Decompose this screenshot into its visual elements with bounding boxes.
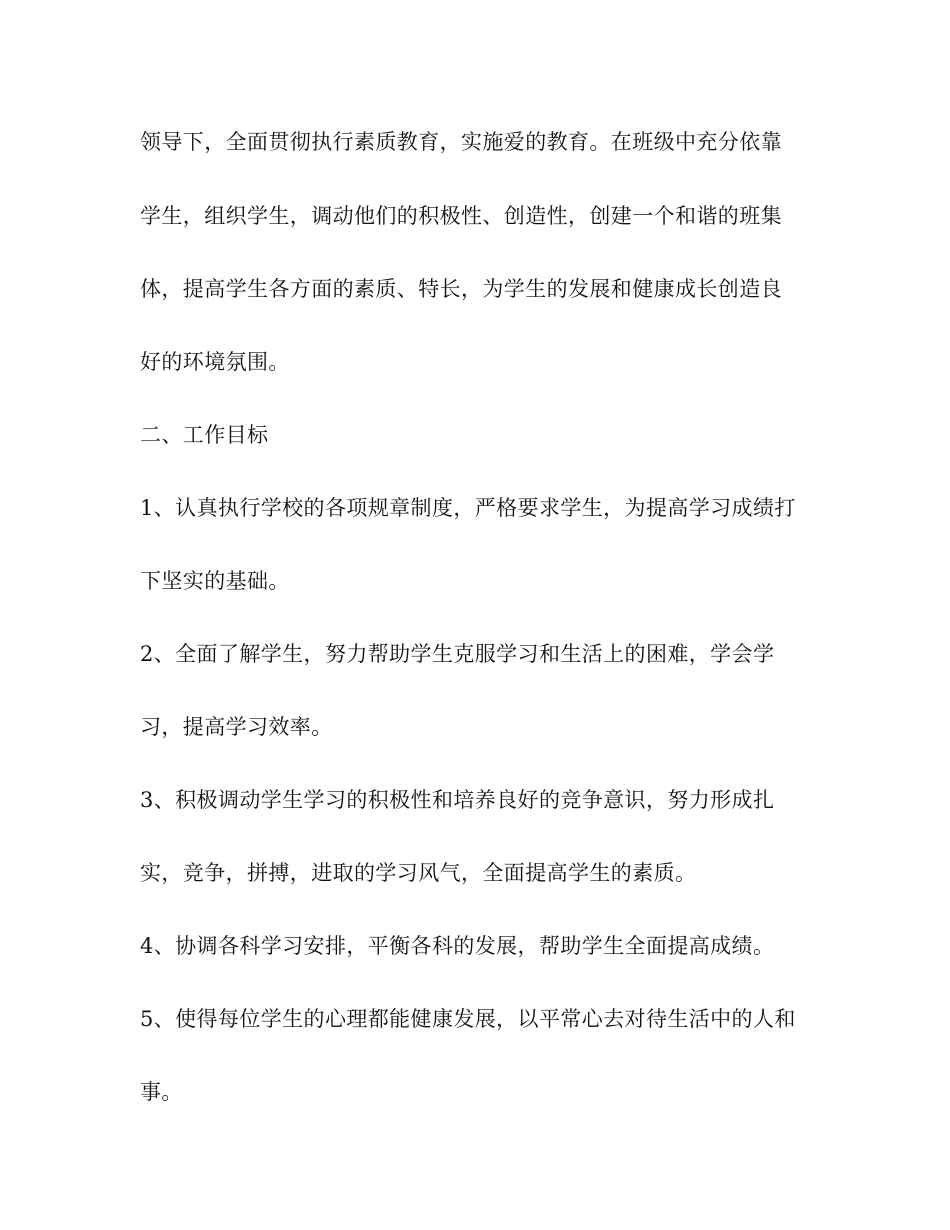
paragraph-line: 事。 bbox=[140, 1080, 183, 1104]
paragraph-line: 习，提高学习效率。 bbox=[140, 715, 333, 739]
paragraph-line: 2、全面了解学生，努力帮助学生克服学习和生活上的困难，学会学 bbox=[140, 642, 775, 666]
paragraph-line: 体，提高学生各方面的素质、特长，为学生的发展和健康成长创造良 bbox=[140, 277, 782, 301]
paragraph-line: 5、使得每位学生的心理都能健康发展，以平常心去对待生活中的人和 bbox=[140, 1007, 796, 1031]
paragraph-line: 好的环境氛围。 bbox=[140, 350, 290, 374]
paragraph-line: 学生，组织学生，调动他们的积极性、创造性，创建一个和谐的班集 bbox=[140, 204, 782, 228]
paragraph-line: 下坚实的基础。 bbox=[140, 569, 290, 593]
paragraph-line: 领导下，全面贯彻执行素质教育，实施爱的教育。在班级中充分依靠 bbox=[140, 130, 782, 154]
paragraph-line: 1、认真执行学校的各项规章制度，严格要求学生，为提高学习成绩打 bbox=[140, 496, 796, 520]
paragraph-line: 3、积极调动学生学习的积极性和培养良好的竞争意识，努力形成扎 bbox=[140, 788, 775, 812]
section-heading: 二、工作目标 bbox=[140, 423, 269, 447]
paragraph-line: 实，竞争，拼搏，进取的学习风气，全面提高学生的素质。 bbox=[140, 861, 697, 885]
paragraph-line: 4、协调各科学习安排，平衡各科的发展，帮助学生全面提高成绩。 bbox=[140, 934, 775, 958]
